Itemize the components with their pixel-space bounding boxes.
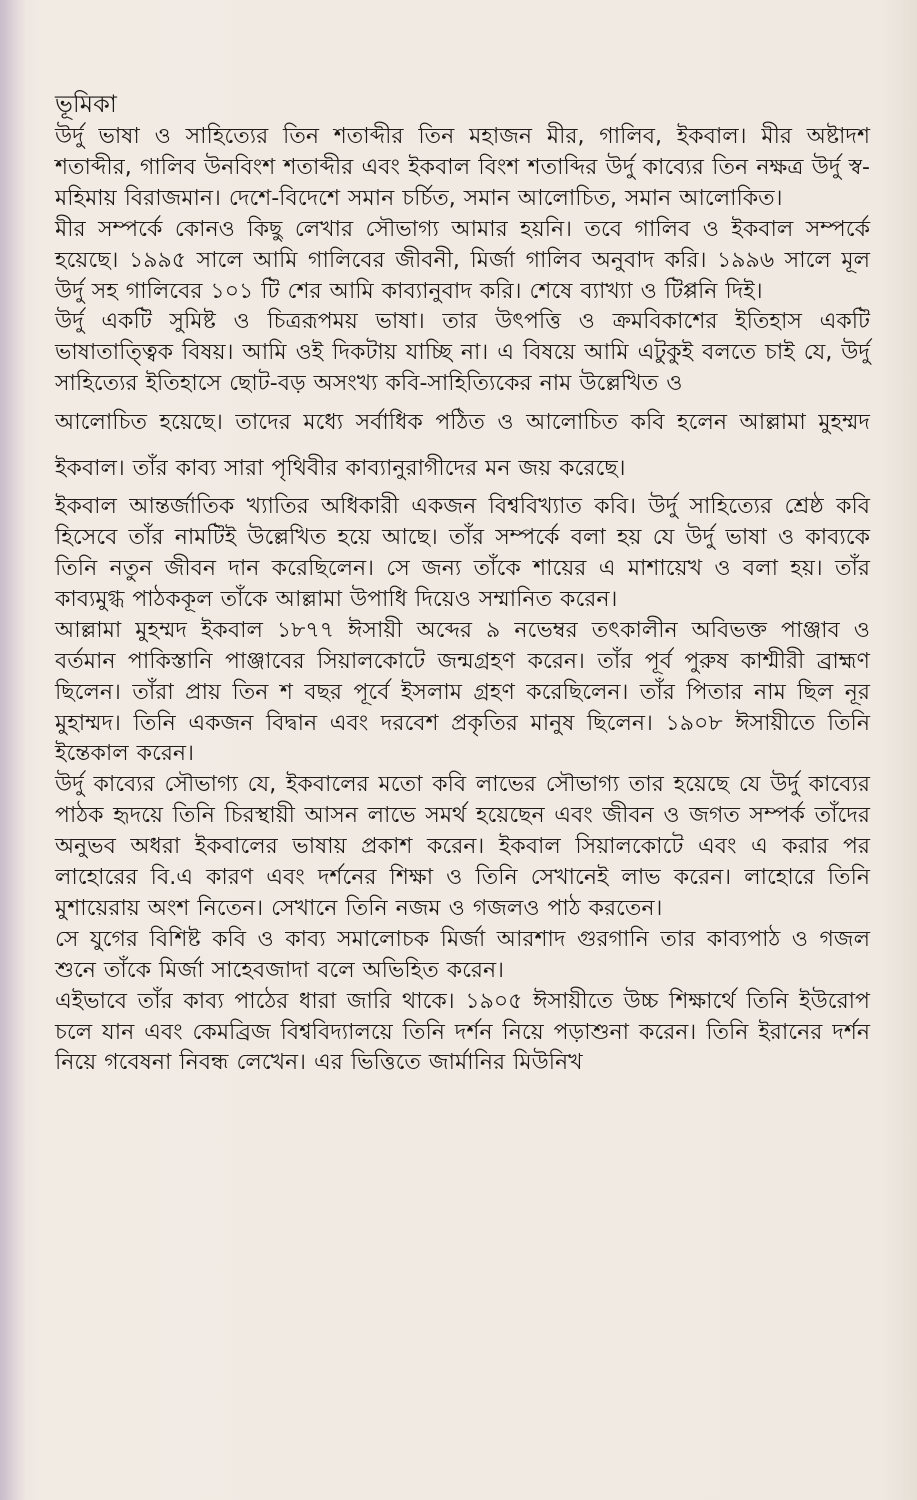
paragraph-4: আলোচিত হয়েছে। তাদের মধ্যে সর্বাধিক পঠিত ও আলোচিত কবি হলেন আল্লামা মুহম্মদ ইকবাল। তাঁর কাব্য সারা পৃথিবীর কাব্যানুরাগীদের মন জয় করেছে।	[55, 410, 870, 482]
paragraph-5: ইকবাল আন্তর্জাতিক খ্যাতির অধিকারী একজন বিশ্ববিখ্যাত কবি। উর্দু সাহিত্যের শ্রেষ্ঠ কবি হিসেবে তাঁর নামটিই উল্লেখিত হয়ে আছে। তাঁর সম্পর্কে বলা হয় যে উর্দু ভাষা ও কাব্যকে তিনি নতুন জীবন দান করেছিলেন। সে জন্য তাঁকে শায়ের এ মাশায়েখ ও বলা হয়। তাঁর কাব্যমুগ্ধ পাঠককূল তাঁকে আল্লামা উপাধি দিয়েও সম্মানিত করেন।	[55, 494, 870, 612]
paragraph-9: এইভাবে তাঁর কাব্য পাঠের ধারা জারি থাকে। ১৯০৫ ঈসায়ীতে উচ্চ শিক্ষার্থে তিনি ইউরোপ চলে যান এবং কেমব্রিজ বিশ্ববিদ্যালয়ে তিনি দর্শন নিয়ে পড়াশুনা করেন। তিনি ইরানের দর্শন নিয়ে গবেষনা নিবন্ধ লেখেন। এর ভিত্তিতে জার্মানির মিউনিখ	[55, 988, 870, 1076]
paragraph-1: উর্দু ভাষা ও সাহিত্যের তিন শতাব্দীর তিন মহাজন মীর, গালিব, ইকবাল। মীর অষ্টাদশ শতাব্দীর, গালিব উনবিংশ শতাব্দীর এবং ইকবাল বিংশ শতাব্দির উর্দু কাব্যের তিন নক্ষত্র উর্দু স্ব-মহিমায় বিরাজমান। দেশে-বিদেশে সমান চর্চিত, সমান আলোচিত, সমান আলোকিত।	[55, 124, 870, 211]
paragraph-2: মীর সম্পর্কে কোনও কিছু লেখার সৌভাগ্য আমার হয়নি। তবে গালিব ও ইকবাল সম্পর্কে হয়েছে। ১৯৯৫ সালে আমি গালিবের জীবনী, মির্জা গালিব অনুবাদ করি। ১৯৯৬ সালে মূল উর্দু সহ গালিবের ১০১ টি শের আমি কাব্যানুবাদ করি। শেষে ব্যাখ্যা ও টিপ্পনি দিই।	[55, 216, 870, 304]
page-text	[55, 86, 870, 1079]
paragraph-8: সে যুগের বিশিষ্ট কবি ও কাব্য সমালোচক মির্জা আরশাদ গুরগানি তার কাব্যপাঠ ও গজল শুনে তাঁকে মির্জা সাহেবজাদা বলে অভিহিত করেন।	[55, 926, 870, 983]
page-heading: ভূমিকা	[55, 90, 117, 118]
paragraph-7: উর্দু কাব্যের সৌভাগ্য যে, ইকবালের মতো কবি লাভের সৌভাগ্য তার হয়েছে যে উর্দু কাব্যের পাঠক হৃদয়ে তিনি চিরস্থায়ী আসন লাভে সমর্থ হয়েছেন এবং জীবন ও জগত সম্পর্ক তাঁদের অনুভব অধরা ইকবালের ভাষায় প্রকাশ করেন। ইকবাল সিয়ালকোটে এবং এ করার পর লাহোরের বি.এ কারণ এবং দর্শনের শিক্ষা ও তিনি সেখানেই লাভ করেন। লাহোরে তিনি মুশায়েরায় অংশ নিতেন। সেখানে তিনি নজম ও গজলও পাঠ করতেন।	[55, 772, 870, 921]
page-spine-shadow	[0, 0, 26, 1500]
paragraph-3: উর্দু একটি সুমিষ্ট ও চিত্ররূপময় ভাষা। তার উৎপত্তি ও ক্রমবিকাশের ইতিহাস একটি ভাষাতাত্ত্বিক বিষয়। আমি ওই দিকটায় যাচ্ছি না। এ বিষয়ে আমি এটুকুই বলতে চাই যে, উর্দু সাহিত্যের ইতিহাসে ছোট-বড় অসংখ্য কবি-সাহিত্যিকের নাম উল্লেখিত ও	[55, 309, 870, 397]
paragraph-6: আল্লামা মুহম্মদ ইকবাল ১৮৭৭ ঈসায়ী অব্দের ৯ নভেম্বর তৎকালীন অবিভক্ত পাঞ্জাব ও বর্তমান পাকিস্তানি পাঞ্জাবের সিয়ালকোটে জন্মগ্রহণ করেন। তাঁর পূর্ব পুরুষ কাশ্মীরী ব্রাহ্মণ ছিলেন। তাঁরা প্রায় তিন শ বছর পূর্বে ইসলাম গ্রহণ করেছিলেন। তাঁর পিতার নাম ছিল নূর মুহাম্মদ। তিনি একজন বিদ্বান এবং দরবেশ প্রকৃতির মানুষ ছিলেন। ১৯০৮ ঈসায়ীতে তিনি ইন্তেকাল করেন।	[55, 617, 870, 767]
